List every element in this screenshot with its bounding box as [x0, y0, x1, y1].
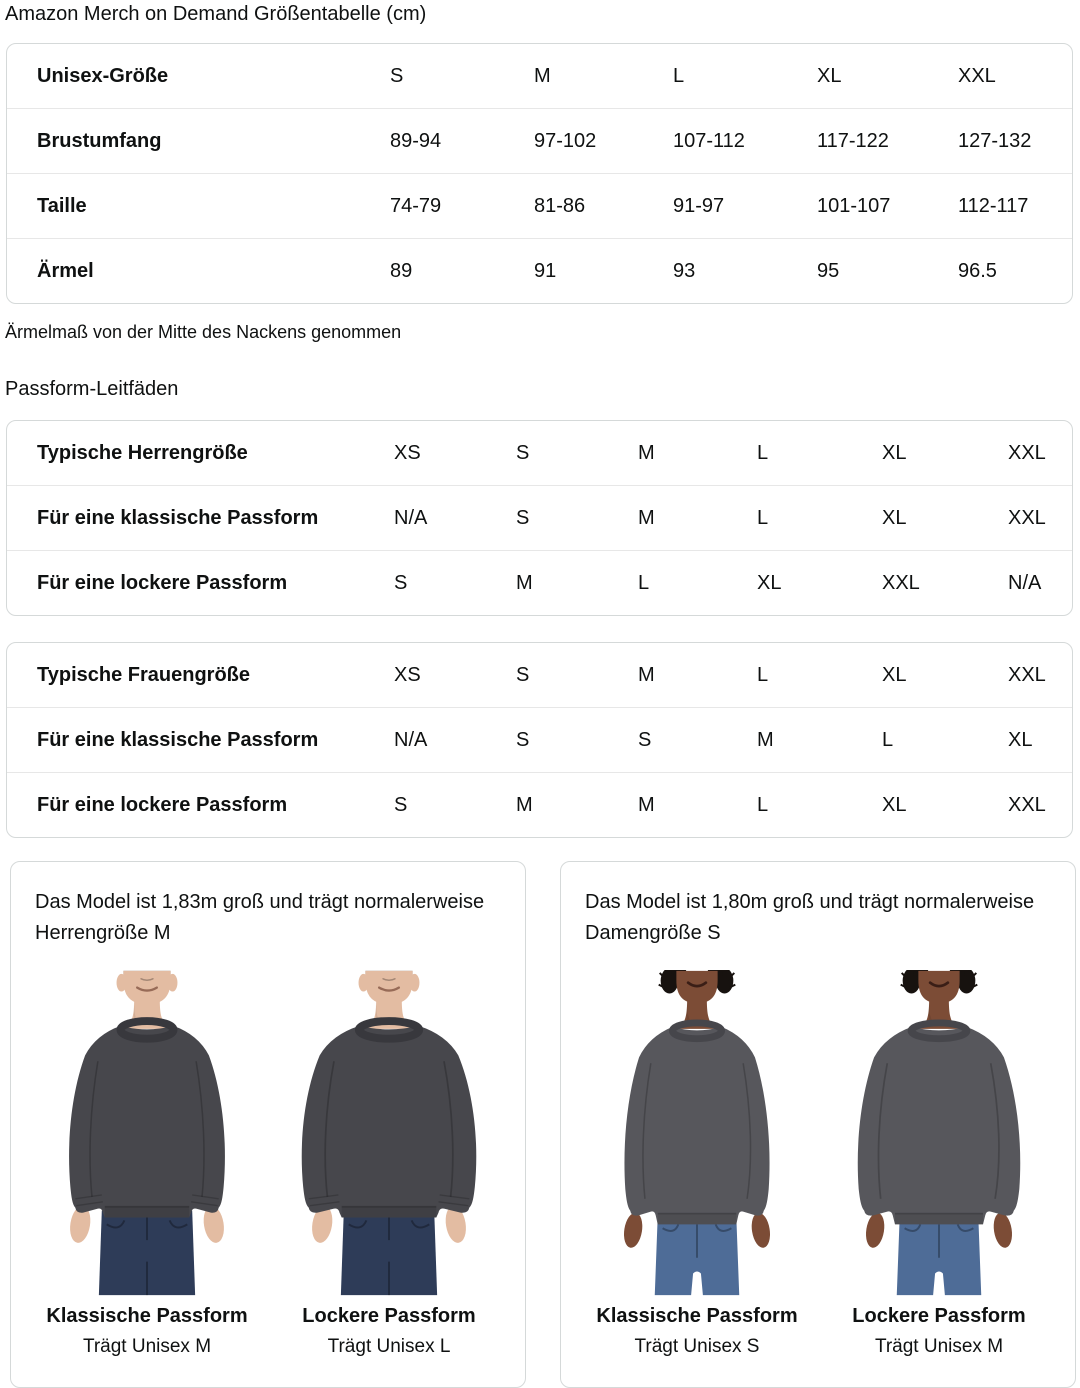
- row-label: Taille: [37, 194, 87, 217]
- row-label: Ärmel: [37, 259, 94, 282]
- cell: XXL: [1008, 663, 1046, 686]
- cell: XXL: [1008, 793, 1046, 816]
- cell: 93: [673, 259, 696, 282]
- cell: L: [757, 663, 769, 686]
- cell: 107-112: [673, 129, 745, 152]
- table-row-women-typical: [7, 643, 1072, 707]
- cell: S: [516, 663, 530, 686]
- size-worn-label: Trägt Unisex L: [327, 1336, 451, 1357]
- row-label: Für eine lockere Passform: [37, 793, 288, 816]
- cell: XXL: [1008, 506, 1046, 529]
- table-row-header: [7, 44, 1072, 108]
- figure-men-loose: [275, 970, 503, 1358]
- sweatshirt-graphic: [858, 1023, 1020, 1224]
- cell: 112-117: [958, 194, 1029, 217]
- cell: M: [638, 441, 655, 464]
- cell: XS: [394, 441, 421, 464]
- cell: L: [757, 793, 769, 816]
- cell: XL: [882, 663, 907, 686]
- sweatshirt-graphic: [302, 1021, 477, 1217]
- row-label: Typische Frauengröße: [37, 663, 251, 686]
- cell: N/A: [394, 728, 428, 751]
- cell: 91-97: [673, 194, 725, 217]
- cell: XL: [882, 441, 907, 464]
- figures-row: [583, 970, 1053, 1358]
- figure-men-classic: [33, 970, 261, 1358]
- row-label: Typische Herrengröße: [37, 441, 248, 464]
- fit-label: Lockere Passform: [302, 1305, 476, 1327]
- unisex-size-table: [6, 43, 1073, 304]
- women-fit-table: [6, 642, 1073, 838]
- sweatshirt-graphic: [624, 1023, 769, 1224]
- cell: S: [638, 728, 652, 751]
- size-col-header: XXL: [958, 64, 996, 87]
- cell: 97-102: [534, 129, 597, 152]
- size-worn-label: Trägt Unisex M: [874, 1336, 1004, 1357]
- cell: N/A: [1008, 571, 1042, 594]
- row-label: Unisex-Größe: [37, 64, 169, 87]
- female-model-classic-photo: [586, 970, 808, 1296]
- cell: 101-107: [817, 194, 891, 217]
- size-worn-label: Trägt Unisex S: [634, 1336, 760, 1357]
- model-card-women: [560, 861, 1076, 1388]
- model-description: Das Model ist 1,80m groß und trägt normalerweise Damengröße S: [585, 891, 1035, 944]
- cell: XL: [757, 571, 782, 594]
- cell: 95: [817, 259, 840, 282]
- size-col-header: XL: [817, 64, 842, 87]
- cell: S: [394, 571, 408, 594]
- size-col-header: L: [673, 64, 685, 87]
- table-row-chest: [7, 108, 1072, 173]
- fit-label: Klassische Passform: [596, 1305, 798, 1327]
- row-label: Brustumfang: [37, 129, 162, 152]
- men-fit-table: [6, 420, 1073, 616]
- cell: XL: [1008, 728, 1033, 751]
- cell: 127-132: [958, 129, 1032, 152]
- cell: S: [516, 728, 530, 751]
- figure-women-classic: [583, 970, 811, 1358]
- cell: S: [394, 793, 408, 816]
- cell: 96.5: [958, 259, 997, 282]
- cell: XL: [882, 506, 907, 529]
- size-col-header: S: [390, 64, 404, 87]
- sweatshirt-graphic: [69, 1021, 225, 1217]
- fit-label: Lockere Passform: [852, 1305, 1026, 1327]
- figure-women-loose: [825, 970, 1053, 1358]
- cell: 91: [534, 259, 557, 282]
- table-row-sleeve: [7, 238, 1072, 303]
- cell: M: [757, 728, 774, 751]
- cell: N/A: [394, 506, 428, 529]
- cell: S: [516, 441, 530, 464]
- table-row-men-loose: [7, 550, 1072, 615]
- cell: L: [757, 441, 769, 464]
- cell: M: [638, 663, 655, 686]
- table-row-women-loose: [7, 772, 1072, 837]
- row-label: Für eine klassische Passform: [37, 728, 319, 751]
- cell: M: [516, 571, 533, 594]
- sleeve-measure-note: Ärmelmaß von der Mitte des Nackens genommen: [5, 322, 402, 342]
- page-title: Amazon Merch on Demand Größentabelle (cm): [5, 3, 427, 25]
- cell: XL: [882, 793, 907, 816]
- table-row-men-typical: [7, 421, 1072, 485]
- male-model-loose-photo: [278, 970, 500, 1296]
- cell: M: [638, 506, 655, 529]
- cell: 74-79: [390, 194, 442, 217]
- cell: 117-122: [817, 129, 889, 152]
- cell: 89-94: [390, 129, 442, 152]
- model-card-men: [10, 861, 526, 1388]
- fit-label: Klassische Passform: [46, 1305, 248, 1327]
- figures-row: [33, 970, 503, 1358]
- table-row-men-classic: [7, 485, 1072, 550]
- cell: L: [757, 506, 769, 529]
- cell: L: [638, 571, 650, 594]
- size-col-header: M: [534, 64, 551, 87]
- cell: XS: [394, 663, 421, 686]
- model-description: Das Model ist 1,83m groß und trägt normalerweise Herrengröße M: [35, 891, 485, 944]
- cell: 89: [390, 259, 413, 282]
- table-row-women-classic: [7, 707, 1072, 772]
- size-worn-label: Trägt Unisex M: [82, 1336, 212, 1357]
- row-label: Für eine klassische Passform: [37, 506, 319, 529]
- cell: M: [638, 793, 655, 816]
- cell: XXL: [882, 571, 920, 594]
- fit-guides-heading: Passform-Leitfäden: [5, 378, 179, 400]
- female-model-loose-photo: [828, 970, 1050, 1296]
- table-row-waist: [7, 173, 1072, 238]
- cell: M: [516, 793, 533, 816]
- cell: S: [516, 506, 530, 529]
- model-cards-row: [0, 861, 1080, 1388]
- row-label: Für eine lockere Passform: [37, 571, 288, 594]
- cell: 81-86: [534, 194, 586, 217]
- cell: L: [882, 728, 894, 751]
- male-model-classic-photo: [36, 970, 258, 1296]
- cell: XXL: [1008, 441, 1046, 464]
